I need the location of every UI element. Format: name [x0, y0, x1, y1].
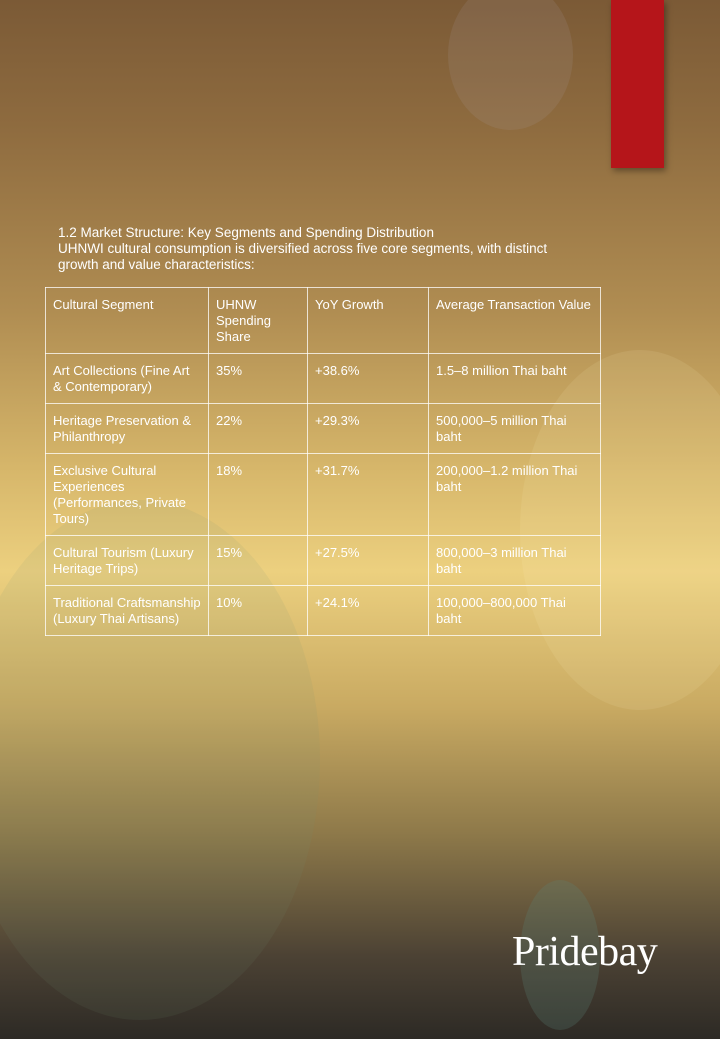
cell-transaction-value: 1.5–8 million Thai baht — [429, 354, 601, 404]
section-intro-line-2: growth and value characteristics: — [58, 257, 255, 272]
table-row — [46, 354, 601, 404]
cell-share: 35% — [209, 354, 308, 404]
cell-segment: Exclusive Cultural Experiences (Performances, Private Tours) — [46, 454, 209, 536]
cell-transaction-value: 500,000–5 million Thai baht — [429, 404, 601, 454]
brand-logo: Pridebay — [512, 929, 658, 975]
cell-share: 10% — [209, 586, 308, 636]
section-intro-line-1: UHNWI cultural consumption is diversified across five core segments, with distinct — [58, 241, 548, 256]
table-row — [46, 404, 601, 454]
cell-growth: +31.7% — [308, 454, 429, 536]
section-heading — [58, 225, 598, 273]
column-header-growth: YoY Growth — [308, 288, 429, 354]
column-header-segment: Cultural Segment — [46, 288, 209, 354]
cell-segment: Heritage Preservation & Philanthropy — [46, 404, 209, 454]
cell-share: 15% — [209, 536, 308, 586]
cell-share: 18% — [209, 454, 308, 536]
section-title: 1.2 Market Structure: Key Segments and Spending Distribution — [58, 225, 434, 240]
background-bokeh — [448, 0, 573, 130]
red-bookmark-ribbon — [611, 0, 664, 168]
table-header-row — [46, 288, 601, 354]
cell-share: 22% — [209, 404, 308, 454]
table-row — [46, 586, 601, 636]
cell-growth: +29.3% — [308, 404, 429, 454]
cell-segment: Cultural Tourism (Luxury Heritage Trips) — [46, 536, 209, 586]
cell-growth: +24.1% — [308, 586, 429, 636]
table-row — [46, 536, 601, 586]
cell-transaction-value: 100,000–800,000 Thai baht — [429, 586, 601, 636]
cell-transaction-value: 800,000–3 million Thai baht — [429, 536, 601, 586]
cell-segment: Art Collections (Fine Art & Contemporary) — [46, 354, 209, 404]
cell-growth: +27.5% — [308, 536, 429, 586]
column-header-transaction-value: Average Transaction Value — [429, 288, 601, 354]
segments-table — [45, 287, 601, 636]
cell-transaction-value: 200,000–1.2 million Thai baht — [429, 454, 601, 536]
cell-segment: Traditional Craftsmanship (Luxury Thai Artisans) — [46, 586, 209, 636]
cell-growth: +38.6% — [308, 354, 429, 404]
column-header-share: UHNW Spending Share — [209, 288, 308, 354]
table-row — [46, 454, 601, 536]
